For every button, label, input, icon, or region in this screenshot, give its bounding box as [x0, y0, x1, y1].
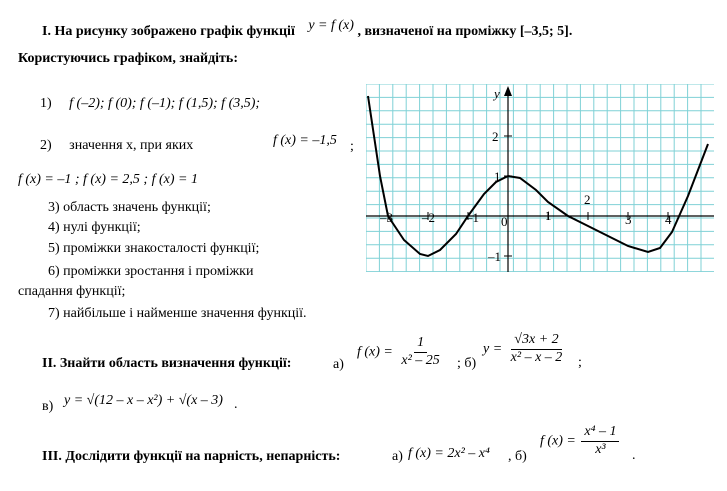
graph-labels — [379, 86, 672, 264]
task2-a-prefix: а) — [333, 357, 344, 372]
task3-a-end: , б) — [508, 449, 527, 464]
denominator: x² – 25 — [401, 352, 440, 368]
x-tick-label: 2 — [584, 192, 591, 207]
fraction — [508, 333, 566, 365]
task1-item-7: 7) найбільше і найменше значення функції. — [48, 306, 307, 321]
y-tick-label: –1 — [488, 249, 501, 264]
function-graph — [366, 84, 714, 272]
task1-item-4: 4) нулі функції; — [48, 220, 141, 235]
denominator: x³ — [595, 441, 606, 457]
task2-b-end: ; — [578, 355, 582, 370]
task3-b-end: . — [632, 448, 636, 463]
task1-item-6-cont: спадання функції; — [18, 284, 126, 299]
task2-b-lhs: y = — [483, 341, 503, 357]
task3-b-fraction — [540, 425, 621, 457]
task2-c-expression: y = √(12 – x – x²) + √(x – 3) — [64, 393, 223, 408]
task1-item-2 — [40, 138, 193, 154]
numerator: x⁴ – 1 — [581, 425, 619, 442]
task2-c-end: . — [234, 397, 238, 412]
task1-heading — [42, 18, 573, 40]
task1-item-5: 5) проміжки знакосталості функції; — [48, 241, 260, 256]
task1-item-6: 6) проміжки зростання і проміжки — [48, 264, 254, 279]
item1-values: f (–2); f (0); f (–1); f (1,5); f (3,5); — [69, 96, 261, 111]
task3-a-expression: f (x) = 2x² – x⁴ — [408, 446, 490, 461]
task1-subheading: Користуючись графіком, знайдіть: — [18, 51, 239, 66]
numerator: √3x + 2 — [511, 333, 561, 350]
task2-label: II. Знайти область визначення функції: — [42, 356, 292, 371]
task3-label: III. Дослідити функції на парність, непарність: — [42, 449, 341, 464]
task2-a-lhs: f (x) = — [357, 344, 393, 360]
y-axis-arrow — [504, 86, 512, 96]
task3-b-lhs: f (x) = — [540, 433, 576, 449]
fraction — [581, 425, 619, 457]
x-tick-label: –1 — [466, 210, 479, 225]
y-tick-label: 1 — [494, 169, 501, 184]
task2-b-fraction — [483, 333, 567, 365]
task2-c-prefix: в) — [42, 399, 54, 414]
graph-grid — [366, 84, 714, 272]
x-tick-label: 4 — [665, 212, 672, 227]
x-tick-label: –2 — [422, 210, 435, 225]
numerator: 1 — [414, 336, 427, 353]
item-number: 1) — [40, 96, 52, 111]
function-curve — [368, 96, 708, 256]
item2-equation: f (x) = –1,5 — [273, 133, 337, 148]
task1-item-3: 3) область значень функції; — [48, 200, 211, 215]
y-tick-label: 2 — [492, 129, 499, 144]
y-axis-label: y — [494, 86, 500, 101]
item-number: 2) — [40, 138, 52, 153]
task2-a-end: ; б) — [457, 356, 477, 371]
task1-function-formula: y = f (x) — [308, 18, 354, 33]
task1-interval: , визначеної на проміжку [–3,5; 5]. — [357, 24, 573, 39]
denominator: x² – x – 2 — [510, 349, 563, 365]
x-tick-label: 1 — [545, 208, 552, 223]
task2-a-fraction — [357, 336, 445, 368]
x-tick-label: 3 — [625, 212, 632, 227]
origin-label: 0 — [501, 214, 508, 229]
x-tick-label: –3 — [380, 210, 393, 225]
item2-separator: ; — [350, 139, 354, 154]
task3-a-prefix: а) — [392, 449, 403, 464]
task1-heading-text: I. На рисунку зображено графік функції — [42, 24, 295, 39]
item2-continuation: f (x) = –1 ; f (x) = 2,5 ; f (x) = 1 — [18, 172, 198, 187]
fraction — [398, 336, 442, 368]
task1-item-1 — [40, 96, 260, 112]
item2-text: значення x, при яких — [69, 138, 194, 153]
